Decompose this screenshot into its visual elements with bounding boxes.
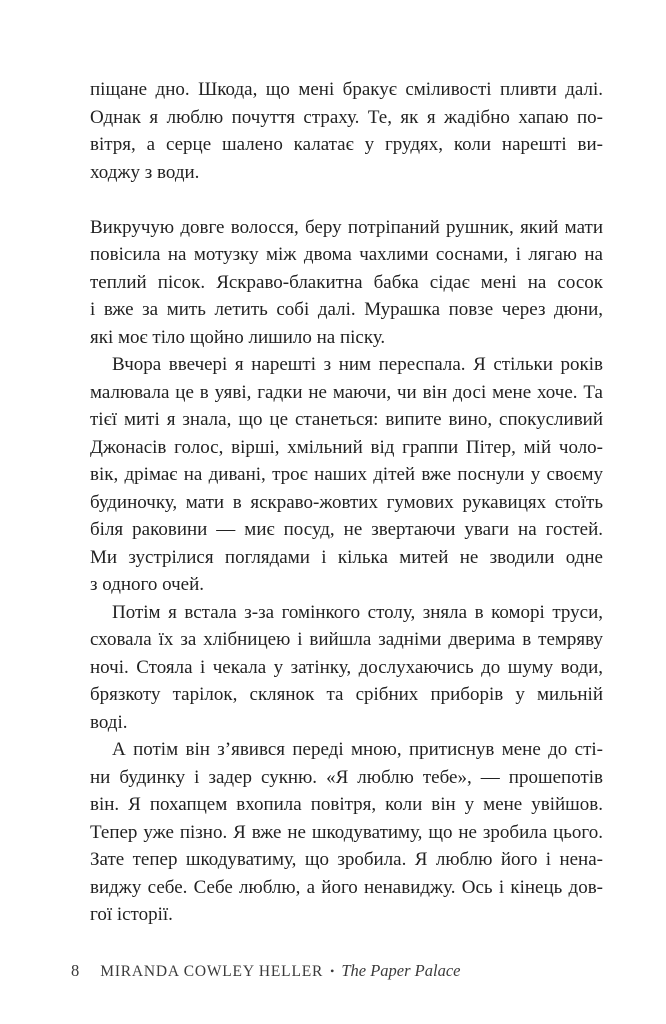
text-line: Ми зустрілися поглядами і кілька митей не зводили одне [90,546,603,568]
text-line: ни будинку і задер сукню. «Я люблю тебе», — прошепотів [90,766,603,788]
running-head-book-title: The Paper Palace [341,961,461,980]
text-line: Потім я встала з-за гомінкого столу, зняла в коморі труси, [112,601,603,623]
text-line: гої історії. [90,904,173,925]
text-line: повісила на мотузку між двома чахлими соснами, і лягаю на [90,244,603,265]
text-line: з одного очей. [90,574,205,595]
text-line: ночі. Стояла і чекала у затінку, дослухаючись до шуму води, [90,656,603,678]
text-line: Тепер уже пізно. Я вже не шкодуватиму, що не зробила цього. [90,821,603,843]
text-line: піщане дно. Шкода, що мені бракує сміливості пливти далі. [90,79,603,100]
page-body [90,76,603,929]
text-line: малювала це в уяві, гадки не маючи, чи він досі мене хоче. Та [90,381,603,403]
paragraph [90,76,603,186]
text-line: Вчора ввечері я нарешті з ним переспала. Я стільки років [112,354,603,375]
text-line: теплий пісок. Яскраво-блакитна бабка сідає мені на сосок [90,271,603,293]
text-line: Джонасів голос, вірші, хмільний від граппи Пітер, мій чоло- [90,436,603,458]
text-line: тієї миті я знала, що це станеться: випите вино, спокусливий [90,409,603,430]
text-line: воді. [90,711,128,733]
text-line: він. Я похапцем вхопила повітря, коли він у мене увійшов. [90,794,603,815]
paragraph [90,736,603,929]
text-line: які моє тіло щойно лишило на піску. [90,326,386,348]
text-line: Викручую довге волосся, беру потріпаний рушник, який мати [90,216,603,238]
text-line: ходжу з води. [90,161,200,183]
text-line: вік, дрімає на дивані, троє наших дітей вже поснули у своєму [90,464,603,485]
running-head-author: MIRANDA COWLEY HELLER [100,963,324,980]
text-line: виджу себе. Себе люблю, а його ненавиджу. Ось і кінець дов- [90,876,603,898]
text-line: біля раковини — миє посуд, не звертаючи уваги на гостей. [90,519,603,540]
page-footer [71,961,460,981]
text-line: брязкоту тарілок, склянок та срібних приборів у мильній [90,684,603,705]
text-line: Зате тепер шкодуватиму, що зробила. Я люблю його і нена- [90,849,603,870]
text-line: будиночку, мати в яскраво-жовтих гумових рукавицях стоїть [90,491,603,513]
page-number: 8 [71,961,80,980]
bullet-separator-icon: • [330,964,335,978]
text-line: А потім він з’явився переді мною, притиснув мене до сті- [112,739,603,760]
paragraph [90,214,603,352]
text-line: і вже за мить летить собі далі. Мурашка повзе через дюни, [90,299,603,320]
text-line: сховала їх за хлібницею і вийшла задніми дверима в темряву [90,629,603,650]
paragraph [90,599,603,737]
paragraph [90,351,603,599]
text-line: вітря, а серце шалено калатає у грудях, коли нарешті ви- [90,134,603,155]
text-line: Однак я люблю почуття страху. Те, як я жадібно хапаю по- [90,106,603,128]
